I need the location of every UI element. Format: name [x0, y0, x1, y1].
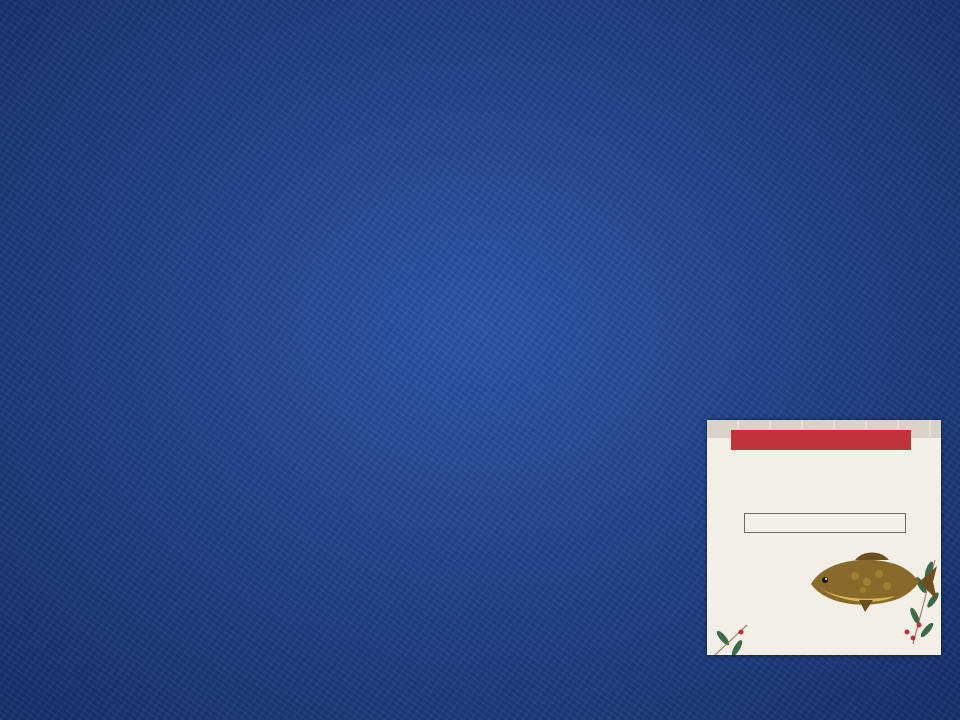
fish-sale-advert	[707, 420, 941, 655]
carp-icon	[803, 548, 939, 618]
leaves-decoration-icon	[707, 420, 941, 655]
ad-subtitle	[744, 513, 906, 533]
ad-badge	[731, 430, 911, 450]
